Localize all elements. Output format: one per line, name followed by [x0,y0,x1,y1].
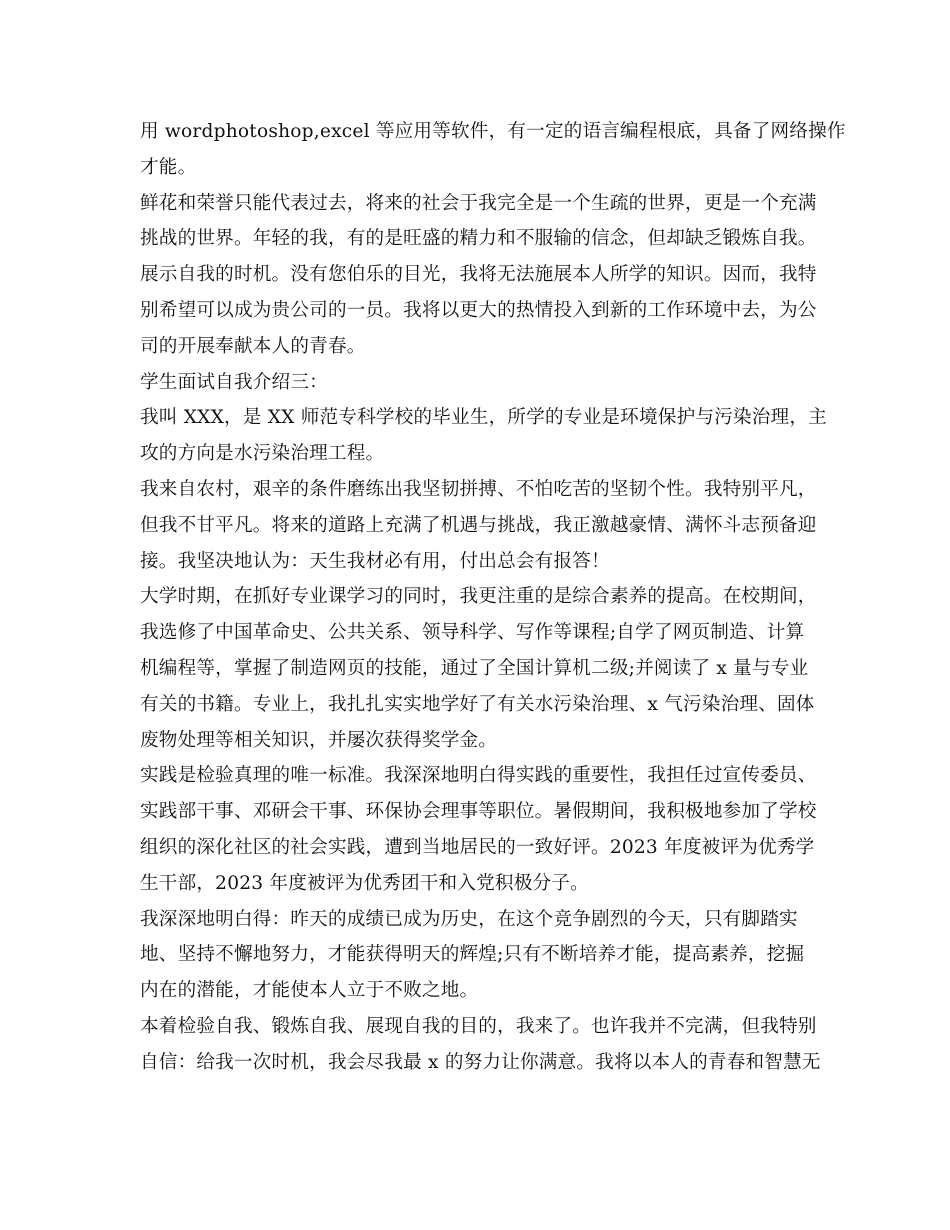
text-line: 内在的潜能，才能使本人立于不败之地。 [140,980,479,1002]
text-line: 挑战的世界。年轻的我，有的是旺盛的精力和不服输的信念，但却缺乏锻炼自我。 [140,228,817,250]
text-line: 实践部干事、邓研会干事、环保协会理事等职位。暑假期间，我积极地参加了学校 [140,801,817,823]
text-line: 组织的深化社区的社会实践，遭到当地居民的一致好评。2023 年度被评为优秀学 [140,836,815,858]
text-line: 自信：给我一次时机，我会尽我最 x 的努力让你满意。我将以本人的青春和智慧无 [140,1051,821,1073]
text-line: 攻的方向是水污染治理工程。 [140,443,385,465]
text-line: 我深深地明白得：昨天的成绩已成为历史，在这个竞争剧烈的今天，只有脚踏实 [140,908,798,930]
text-line: 我选修了中国革命史、公共关系、领导科学、写作等课程;自学了网页制造、计算 [140,622,805,644]
text-line: 本着检验自我、锻炼自我、展现自我的目的，我来了。也许我并不完满，但我特别 [140,1015,817,1037]
text-line: 鲜花和荣誉只能代表过去，将来的社会于我完全是一个生疏的世界，更是一个充满 [140,192,817,214]
text-line: 实践是检验真理的唯一标准。我深深地明白得实践的重要性，我担任过宣传委员、 [140,765,817,787]
text-line: 有关的书籍。专业上，我扎扎实实地学好了有关水污染治理、x 气污染治理、固体 [140,693,815,715]
text-line: 地、坚持不懈地努力，才能获得明天的辉煌;只有不断培养才能，提高素养，挖掘 [140,944,805,966]
text-line: 我来自农村，艰辛的条件磨练出我坚韧拼搏、不怕吃苦的坚韧个性。我特别平凡， [140,478,817,500]
text-line: 机编程等，掌握了制造网页的技能，通过了全国计算机二级;并阅读了 x 量与专业 [140,657,809,679]
text-line: 司的开展奉献本人的青春。 [140,335,366,357]
text-line: 但我不甘平凡。将来的道路上充满了机遇与挑战，我正激越豪情、满怀斗志预备迎 [140,514,817,536]
text-line: 废物处理等相关知识，并屡次获得奖学金。 [140,729,498,751]
text-line: 大学时期，在抓好专业课学习的同时，我更注重的是综合素养的提高。在校期间， [140,586,817,608]
text-line: 才能。 [140,156,197,178]
text-line: 生干部，2023 年度被评为优秀团干和入党积极分子。 [140,872,589,894]
text-line: 用 wordphotoshop,excel 等应用等软件，有一定的语言编程根底，具备了网络操作 [140,121,846,142]
text-line: 接。我坚决地认为：天生我材必有用，付出总会有报答！ [140,550,610,572]
text-line: 我叫 XXX，是 XX 师范专科学校的毕业生，所学的专业是环境保护与污染治理，主 [140,407,827,429]
document-body [140,114,846,1081]
section-heading: 学生面试自我介绍三： [140,371,328,393]
text-line: 展示自我的时机。没有您伯乐的目光，我将无法施展本人所学的知识。因而，我特 [140,264,817,286]
text-line: 别希望可以成为贵公司的一员。我将以更大的热情投入到新的工作环境中去，为公 [140,299,817,321]
